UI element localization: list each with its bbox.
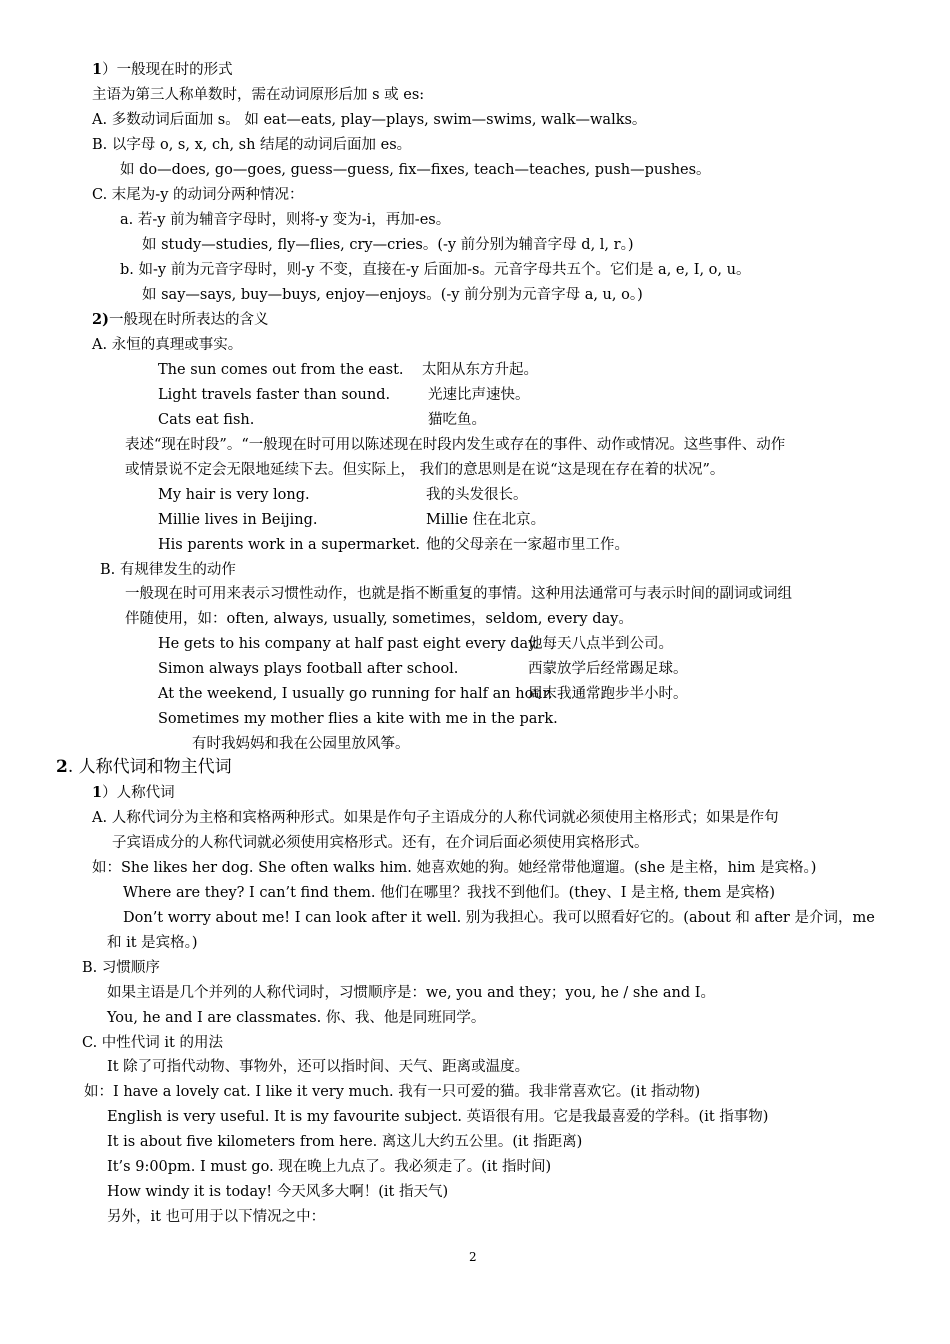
main-heading-pronouns — [56, 757, 232, 777]
meaning-a: A. 永恒的真理或事实。 — [92, 337, 243, 353]
example-zh: 有时我妈妈和我在公园里放风筝。 — [192, 736, 410, 752]
example-en: He gets to his company at half past eight every day. — [158, 636, 540, 652]
example-en: Sometimes my mother flies a kite with me in the park. — [158, 711, 558, 727]
example-line: It is about five kilometers from here. 离这儿大约五公里。(it 指距离) — [107, 1134, 583, 1150]
paragraph: 如果主语是几个并列的人称代词时，习惯顺序是：we, you and they；you, he / she and I。 — [107, 985, 715, 1001]
rule-c-a-example: 如 study—studies, fly—flies, cry—cries。(-y 前分别为辅音字母 d, l, r。) — [142, 237, 634, 253]
example-en: At the weekend, I usually go running for half an hour. — [158, 686, 553, 702]
pronoun-b: B. 习惯顺序 — [82, 960, 160, 976]
example-zh: 猫吃鱼。 — [428, 412, 486, 428]
example-line: Where are they? I can’t find them. 他们在哪里？我找不到他们。(they、I 是主格, them 是宾格) — [123, 885, 776, 901]
example-en: Cats eat fish. — [158, 412, 255, 428]
example-zh: 我的头发很长。 — [426, 487, 528, 503]
example-zh: 光速比声速快。 — [428, 387, 530, 403]
example-line: 如：She likes her dog. She often walks him. 她喜欢她的狗。她经常带他遛遛。(she 是主格，him 是宾格。) — [92, 860, 817, 876]
section-heading-meaning — [92, 310, 268, 330]
heading-number: 2) — [92, 311, 109, 328]
rule-c-a: a. 若-y 前为辅音字母时，则将-y 变为-i，再加-es。 — [120, 212, 451, 228]
paragraph: 表述“现在时段”。“一般现在时可用以陈述现在时段内发生或存在的事件、动作或情况。这些事件、动作 — [125, 437, 786, 453]
rule-a: A. 多数动词后面加 s。 如 eat—eats, play—plays, swim—swims, walk—walks。 — [92, 112, 647, 128]
pronoun-a-cont: 子宾语成分的人称代词就必须使用宾格形式。还有，在介词后面必须使用宾格形式。 — [112, 835, 649, 851]
heading-text: 一般现在时所表达的含义 — [108, 312, 269, 328]
paragraph: It 除了可指代动物、事物外，还可以指时间、天气、距离或温度。 — [107, 1059, 530, 1075]
paragraph: 一般现在时可用来表示习惯性动作，也就是指不断重复的事情。这种用法通常可与表示时间的副词或词组 — [125, 586, 792, 602]
example-zh: 周末我通常跑步半小时。 — [528, 686, 688, 702]
example-line: 如：I have a lovely cat. I like it very much. 我有一只可爱的猫。我非常喜欢它。(it 指动物) — [84, 1084, 701, 1100]
paragraph: 另外，it 也可用于以下情况之中： — [107, 1209, 326, 1225]
example-zh: 太阳从东方升起。 — [422, 362, 538, 378]
heading-number: 1 — [92, 61, 103, 78]
example-zh: 西蒙放学后经常踢足球。 — [528, 661, 688, 677]
paragraph: 伴随使用，如：often, always, usually, sometimes，seldom, every day。 — [125, 611, 633, 627]
rule-c-b: b. 如-y 前为元音字母时，则-y 不变，直接在-y 后面加-s。元音字母共五个。它们是 a, e, I, o, u。 — [120, 262, 751, 278]
pronoun-a: A. 人称代词分为主格和宾格两种形式。如果是作句子主语成分的人称代词就必须使用主格形式；如果是作句 — [92, 810, 779, 826]
heading-text: ）人称代词 — [102, 785, 175, 801]
example-en: Light travels faster than sound. — [158, 387, 391, 403]
example-zh: 他的父母亲在一家超市里工作。 — [426, 537, 629, 553]
rule-c-b-example: 如 say—says, buy—buys, enjoy—enjoys。(-y 前分别为元音字母 a, u, o。) — [142, 287, 643, 303]
page-number: 2 — [469, 1250, 477, 1264]
paragraph: 主语为第三人称单数时，需在动词原形后加 s 或 es: — [92, 87, 425, 103]
heading-number: 2 — [56, 757, 68, 777]
meaning-b: B. 有规律发生的动作 — [100, 562, 236, 578]
example-line: How windy it is today! 今天风多大啊！(it 指天气) — [107, 1184, 449, 1200]
rule-c: C. 末尾为-y 的动词分两种情况： — [92, 187, 304, 203]
example-zh: 他每天八点半到公司。 — [528, 636, 673, 652]
example-line: 和 it 是宾格。) — [107, 935, 198, 951]
example-zh: Millie 住在北京。 — [426, 512, 546, 528]
example-en: The sun comes out from the east. — [158, 362, 404, 378]
paragraph: 或情景说不定会无限地延续下去。但实际上， 我们的意思则是在说“这是现在存在着的状况”。 — [125, 462, 725, 478]
example-line: English is very useful. It is my favourite subject. 英语很有用。它是我最喜爱的学科。(it 指事物) — [107, 1109, 769, 1125]
example-en: Simon always plays football after school. — [158, 661, 459, 677]
section-heading-form — [92, 60, 233, 80]
example-line: You, he and I are classmates. 你、我、他是同班同学。 — [107, 1010, 486, 1026]
example-en: His parents work in a supermarket. — [158, 537, 420, 553]
heading-number: 1 — [92, 784, 103, 801]
heading-text: . 人称代词和物主代词 — [67, 757, 232, 777]
pronoun-c: C. 中性代词 it 的用法 — [82, 1035, 223, 1051]
example-line: Don’t worry about me! I can look after it well. 别为我担心。我可以照看好它的。(about 和 after 是介词，me — [123, 910, 875, 926]
section-heading-personal — [92, 783, 175, 803]
heading-text: ）一般现在时的形式 — [102, 62, 233, 78]
example-line: It’s 9:00pm. I must go. 现在晚上九点了。我必须走了。(it 指时间) — [107, 1159, 552, 1175]
example-en: My hair is very long. — [158, 487, 310, 503]
rule-b: B. 以字母 o, s, x, ch, sh 结尾的动词后面加 es。 — [92, 137, 412, 153]
example-en: Millie lives in Beijing. — [158, 512, 318, 528]
rule-b-example: 如 do—does, go—goes, guess—guess, fix—fixes, teach—teaches, push—pushes。 — [120, 162, 711, 178]
